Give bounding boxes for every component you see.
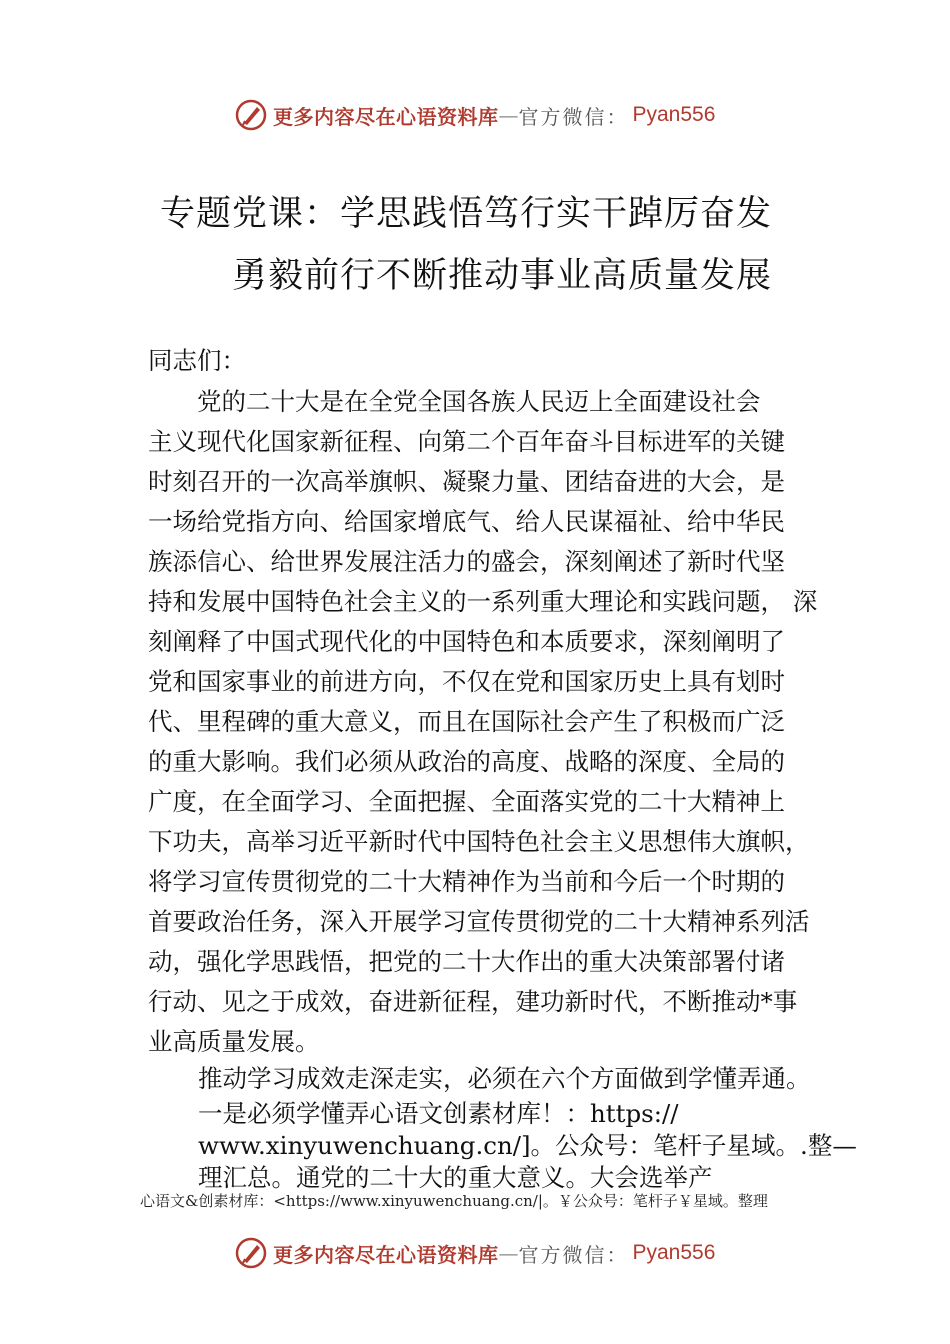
- paragraph-line: 业高质量发展。: [148, 1027, 320, 1056]
- banner-wechat-id: Pyan556: [632, 1241, 716, 1264]
- paragraph-line: 持和发展中国特色社会主义的一系列重大理论和实践问题， 深: [148, 587, 818, 616]
- paragraph-line: 主义现代化国家新征程、向第二个百年奋斗目标进军的关键: [148, 427, 785, 456]
- banner-dash: —: [498, 103, 519, 127]
- paragraph-line: 代、里程碑的重大意义，而且在国际社会产生了积极而广泛: [148, 707, 785, 736]
- paragraph-line: 时刻召开的一次高举旗帜、凝聚力量、团结奋进的大会，是: [148, 467, 785, 496]
- banner-brand: 更多内容尽在心语资料库: [273, 104, 499, 129]
- greeting: 同志们：: [148, 346, 246, 375]
- paragraph-1: [148, 382, 828, 1062]
- watermark-footer-note: 心语文&创素材库：<https://www.xinyuwenchuang.cn/|。￥公众号：笔杆子￥星域。整理: [140, 1192, 768, 1210]
- paragraph-line: 动，强化学思践悟，把党的二十大作出的重大决策部署付诸: [148, 947, 785, 976]
- paragraph-line: 广度，在全面学习、全面把握、全面落实党的二十大精神上: [148, 787, 785, 816]
- paragraph-line: 理汇总。通党的二十大的重大意义。大会选举产: [198, 1163, 713, 1192]
- header-banner: [235, 98, 715, 132]
- pen-logo-icon: [235, 99, 267, 131]
- paragraph-line: 党和国家事业的前进方向，不仅在党和国家历史上具有划时: [148, 667, 785, 696]
- paragraph-line: 族添信心、给世界发展注活力的盛会，深刻阐述了新时代坚: [148, 547, 785, 576]
- pen-logo-icon: [235, 1237, 267, 1269]
- banner-wechat-id: Pyan556: [632, 103, 716, 126]
- paragraph-2: 推动学习成效走深走实，必须在六个方面做到学懂弄通。: [198, 1064, 811, 1093]
- paragraph-line: 将学习宣传贯彻党的二十大精神作为当前和今后一个时期的: [148, 867, 785, 896]
- paragraph-line: 的重大影响。我们必须从政治的高度、战略的深度、全局的: [148, 747, 785, 776]
- paragraph-line: 行动、见之于成效，奋进新征程，建功新时代，不断推动*事: [148, 987, 798, 1016]
- doc-title-line2: 勇毅前行不断推动事业高质量发展: [232, 256, 773, 296]
- banner-dash: —: [498, 1241, 519, 1265]
- footer-banner: [235, 1236, 715, 1270]
- paragraph-line: 刻阐释了中国式现代化的中国特色和本质要求，深刻阐明了: [148, 627, 785, 656]
- banner-wechat-label: 官方微信：: [518, 104, 629, 129]
- paragraph-line: 下功夫，高举习近平新时代中国特色社会主义思想伟大旗帜，: [148, 827, 810, 856]
- paragraph-line: 党的二十大是在全党全国各族人民迈上全面建设社会: [148, 387, 761, 416]
- paragraph-3: [198, 1098, 857, 1194]
- doc-title-line1: 专题党课：学思践悟笃行实干踔厉奋发: [160, 194, 773, 234]
- paragraph-line: 一场给党指方向、给国家增底气、给人民谋福祉、给中华民: [148, 507, 785, 536]
- paragraph-line: 一是必须学懂弄心语文创素材库！：https://: [198, 1099, 679, 1128]
- banner-wechat-label: 官方微信：: [518, 1242, 629, 1267]
- paragraph-line: 首要政治任务，深入开展学习宣传贯彻党的二十大精神系列活: [148, 907, 810, 936]
- paragraph-line: www.xinyuwenchuang.cn/]。公众号：笔杆子星域。.整—: [198, 1131, 857, 1160]
- banner-brand: 更多内容尽在心语资料库: [273, 1242, 499, 1267]
